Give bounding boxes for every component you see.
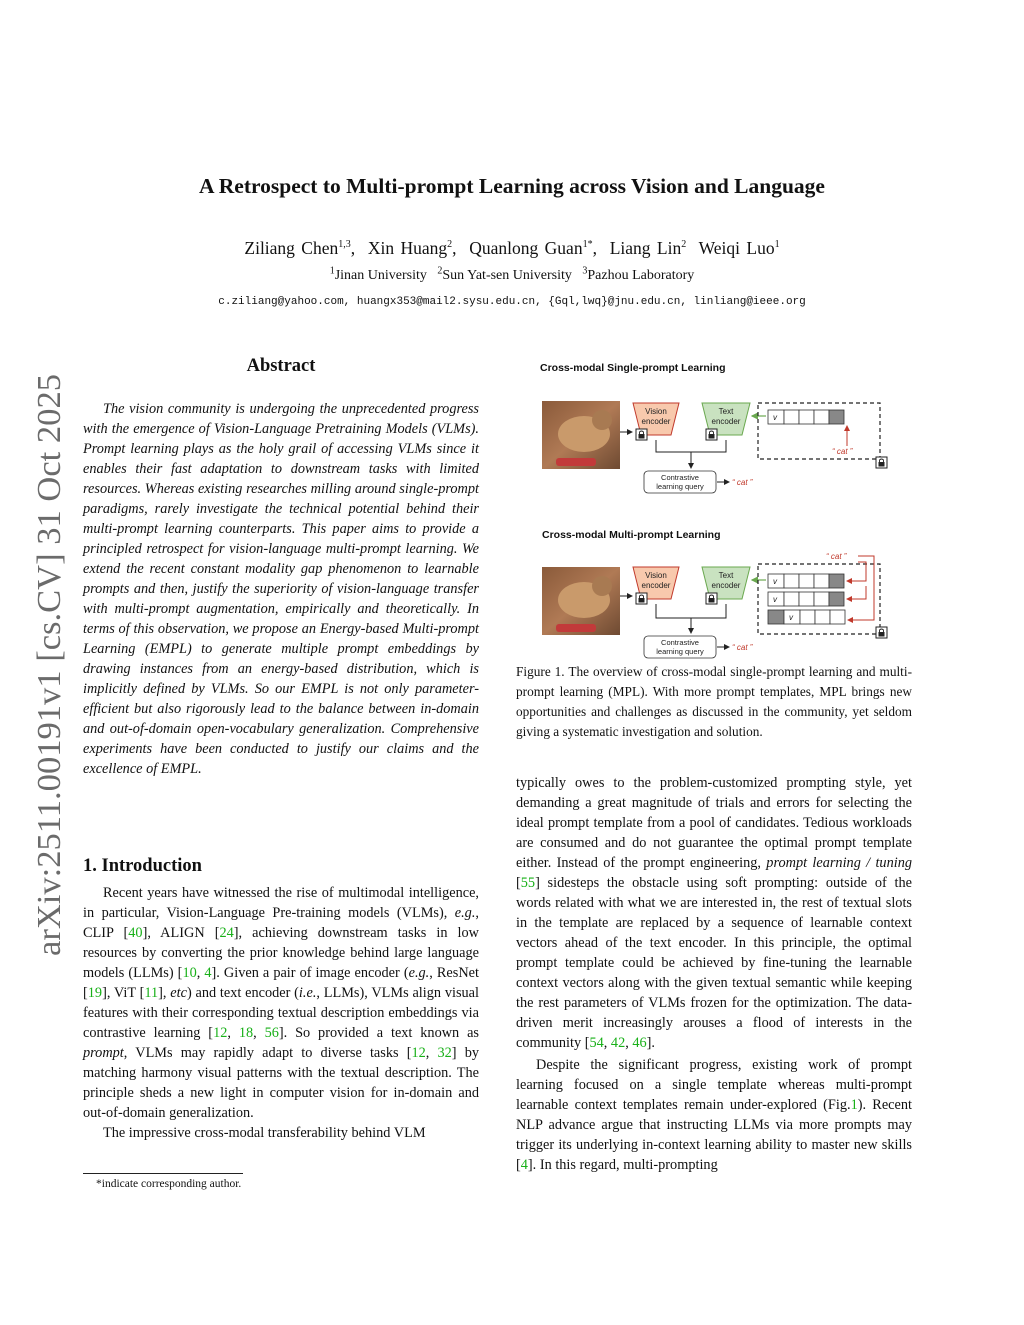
svg-text:encoder: encoder — [641, 417, 671, 426]
figure-reference-link[interactable]: 1 — [850, 1097, 858, 1113]
svg-text:v: v — [773, 413, 777, 422]
abstract-heading: Abstract — [246, 356, 316, 376]
svg-text:encoder: encoder — [711, 581, 741, 590]
right-column-body — [516, 773, 912, 1175]
svg-text:“ cat ”: “ cat ” — [732, 643, 753, 652]
svg-text:Vision: Vision — [645, 407, 667, 416]
footnote: *indicate corresponding author. — [96, 1178, 242, 1190]
citation-link[interactable]: 12 — [213, 1025, 228, 1041]
svg-text:v: v — [773, 595, 777, 604]
intro-paragraph-2: The impressive cross-modal transferability behind VLM — [103, 1125, 426, 1141]
multi-prompt-title: Cross-modal Multi-prompt Learning — [542, 529, 721, 541]
author-affiliation-mark: 2 — [447, 239, 453, 251]
right-paragraph-1: typically owes to the problem-customized prompting style, yet demanding a great magnitude of trials and errors for selecting the ideal prompt template from a pool of candidates. Tedious workloads are consumed and do not guarantee the optimal prompt template either. Instead of the prompt engineering, prompt learning / tuning [55] sidesteps the obstacle using soft prompting: outside of the words related with what we are interested in, the rest of textual slots in the template are replaced by a sequence of learnable context vectors ahead of the text encoder. In this principle, the optimal prompt template could be achieved by fine-tuning the learnable context vectors along with the given textual semantic while keeping the rest parameters of VLMs frozen for the optimization. The data-driven merit increasingly arouses a flood of interests in the community [54, 42, 46]. — [516, 775, 912, 1051]
svg-text:Text: Text — [718, 571, 734, 580]
figure-1 — [536, 356, 896, 662]
affiliation-name: Pazhou Laboratory — [587, 268, 695, 283]
caption-text: Figure 1. The overview of cross-modal single-prompt learning and multi-prompt learning (MPL). With more prompt templates, MPL brings new opportunities and challenges as discussed in the community, yet seldom giving a systematic investigation and solution. — [516, 664, 912, 739]
affiliation-name: Sun Yat-sen University — [442, 268, 572, 283]
arxiv-id-text: arXiv:2511.00191v1 [cs.CV] 31 Oct 2025 — [31, 383, 68, 956]
citation-link[interactable]: 10 — [182, 965, 197, 981]
svg-text:Contrastive: Contrastive — [661, 638, 699, 647]
svg-text:learning query: learning query — [656, 647, 704, 656]
svg-text:“ cat ”: “ cat ” — [732, 478, 753, 487]
citation-link[interactable]: 4 — [204, 965, 212, 981]
lock-icon — [636, 429, 647, 440]
citation-link[interactable]: 32 — [437, 1045, 452, 1061]
abstract-body — [83, 399, 479, 779]
affiliation-number: 2 — [437, 265, 443, 277]
affiliation-number: 1 — [329, 265, 335, 277]
author-affiliation-mark: 2 — [681, 239, 687, 251]
contrastive-query-box — [644, 471, 716, 493]
lock-icon — [706, 593, 717, 604]
prompt-template-box — [758, 403, 880, 459]
citation-link[interactable]: 55 — [520, 875, 536, 891]
svg-text:v: v — [773, 577, 777, 586]
citation-link[interactable]: 46 — [632, 1035, 647, 1051]
intro-paragraph-1: Recent years have witnessed the rise of multimodal intelligence, in particular, Vision-Language Pre-training models (VLMs), e.g., CLIP [40], ALIGN [24], achieving downstream tasks in low resources by converting the prior knowledge behind large language models (LLMs) [10, 4]. Given a pair of image encoder (e.g., ResNet [19], ViT [11], etc) and text encoder (i.e., LLMs), VLMs align visual features with their corresponding textual description embeddings via contrastive learning [12, 18, 56]. So provided a text known as prompt, VLMs may rapidly adapt to diverse tasks [12, 32] by matching harmony visual patterns with the textual description. The principle sheds a new light in computer vision for in-domain and out-of-domain generalization. — [83, 885, 480, 1121]
lock-icon — [876, 457, 887, 468]
paper-title: A Retrospect to Multi-prompt Learning across Vision and Language — [199, 174, 825, 198]
author-affiliation-mark: 1,3 — [338, 239, 351, 251]
affiliation-number: 3 — [582, 265, 588, 277]
svg-text:“ cat ”: “ cat ” — [826, 552, 847, 561]
figure-caption — [516, 662, 912, 742]
single-prompt-title: Cross-modal Single-prompt Learning — [540, 362, 726, 374]
citation-link[interactable]: 56 — [264, 1025, 279, 1041]
svg-text:“ cat ”: “ cat ” — [832, 447, 853, 456]
citation-link[interactable]: 42 — [610, 1035, 626, 1051]
author-affiliation-mark: 1 — [774, 239, 780, 251]
affiliation-list — [0, 265, 1024, 284]
right-paragraph-2: Despite the significant progress, existing work of prompt learning focused on a single template whereas multi-prompt learnable context templates remain under-explored (Fig.1). Recent NLP advance argue that instructing LLMs via more prompts may trigger its underlying in-context learning ability to master new skills [4]. In this regard, multi-prompting — [516, 1057, 912, 1173]
citation-link[interactable]: 12 — [411, 1045, 426, 1061]
arxiv-side-identifier — [14, 372, 74, 956]
affiliation-name: Jinan University — [334, 268, 427, 283]
author-name: Xin Huang — [367, 238, 448, 258]
author-affiliation-mark: 1* — [582, 239, 593, 251]
citation-link[interactable]: 54 — [589, 1035, 604, 1051]
lock-icon — [876, 627, 887, 638]
svg-text:Vision: Vision — [645, 571, 667, 580]
svg-text:Contrastive: Contrastive — [661, 473, 699, 482]
author-name: Quanlong Guan — [469, 238, 583, 258]
introduction-heading: 1. Introduction — [83, 856, 202, 876]
author-list: Ziliang Chen$^{1,3}$, Xin Huang$^2$, Quanlong Guan$^{1*}$, Liang Lin$^2$ Weiqi Luo$^1$ — [244, 238, 780, 258]
citation-link[interactable]: 4 — [520, 1157, 528, 1173]
citation-link[interactable]: 18 — [238, 1025, 254, 1041]
svg-text:Text: Text — [718, 407, 734, 416]
citation-link[interactable]: 40 — [128, 925, 143, 941]
author-emails: c.ziliang@yahoo.com, huangx353@mail2.sysu.edu.cn, {Gql,lwq}@jnu.edu.cn, linliang@ieee.org — [218, 296, 806, 308]
cat-image — [542, 567, 620, 635]
author-name: Ziliang Chen — [244, 238, 339, 258]
author-name: Weiqi Luo — [698, 238, 775, 258]
svg-text:encoder: encoder — [711, 417, 741, 426]
introduction-body — [83, 883, 479, 1143]
lock-icon — [636, 593, 647, 604]
svg-text:v: v — [789, 613, 793, 622]
lock-icon — [706, 429, 717, 440]
cat-image — [542, 401, 620, 469]
author-name: Liang Lin — [609, 238, 682, 258]
footnote-rule — [83, 1173, 243, 1174]
svg-text:learning query: learning query — [656, 482, 704, 491]
citation-link[interactable]: 11 — [144, 985, 159, 1001]
citation-link[interactable]: 24 — [219, 925, 234, 941]
abstract-paragraph: The vision community is undergoing the unprecedented progress with the emergence of Vision-Language Pretraining Models (VLMs). Prompt learning plays as the holy grail of accessing VLMs since it enables their fast adaptation to downstream tasks with limited resources. Whereas existing researches milling around single-prompt paradigms, rarely investigate the technical potential behind their multi-prompt learning counterparts. This paper aims to provide a principled retrospect for vision-language multi-prompt learning. We extend the recent constant modality gap phenomenon to learnable prompts and then, justify the superiority of vision-language transfer with multi-prompt augmentation, empirically and theoretically. In terms of this observation, we propose an Energy-based Multi-prompt Learning (EMPL) to generate multiple prompt embeddings by drawing instances from an energy-based distribution, which is implicitly defined by VLMs. So our EMPL is not only parameter-efficient but also rigorously lead to the balance between in-domain and out-of-domain open-vocabulary generalization. Comprehensive experiments have been conducted to justify our claims and the excellence of EMPL. — [83, 401, 479, 777]
contrastive-query-box — [644, 636, 716, 658]
svg-text:encoder: encoder — [641, 581, 671, 590]
citation-link[interactable]: 19 — [87, 985, 103, 1001]
